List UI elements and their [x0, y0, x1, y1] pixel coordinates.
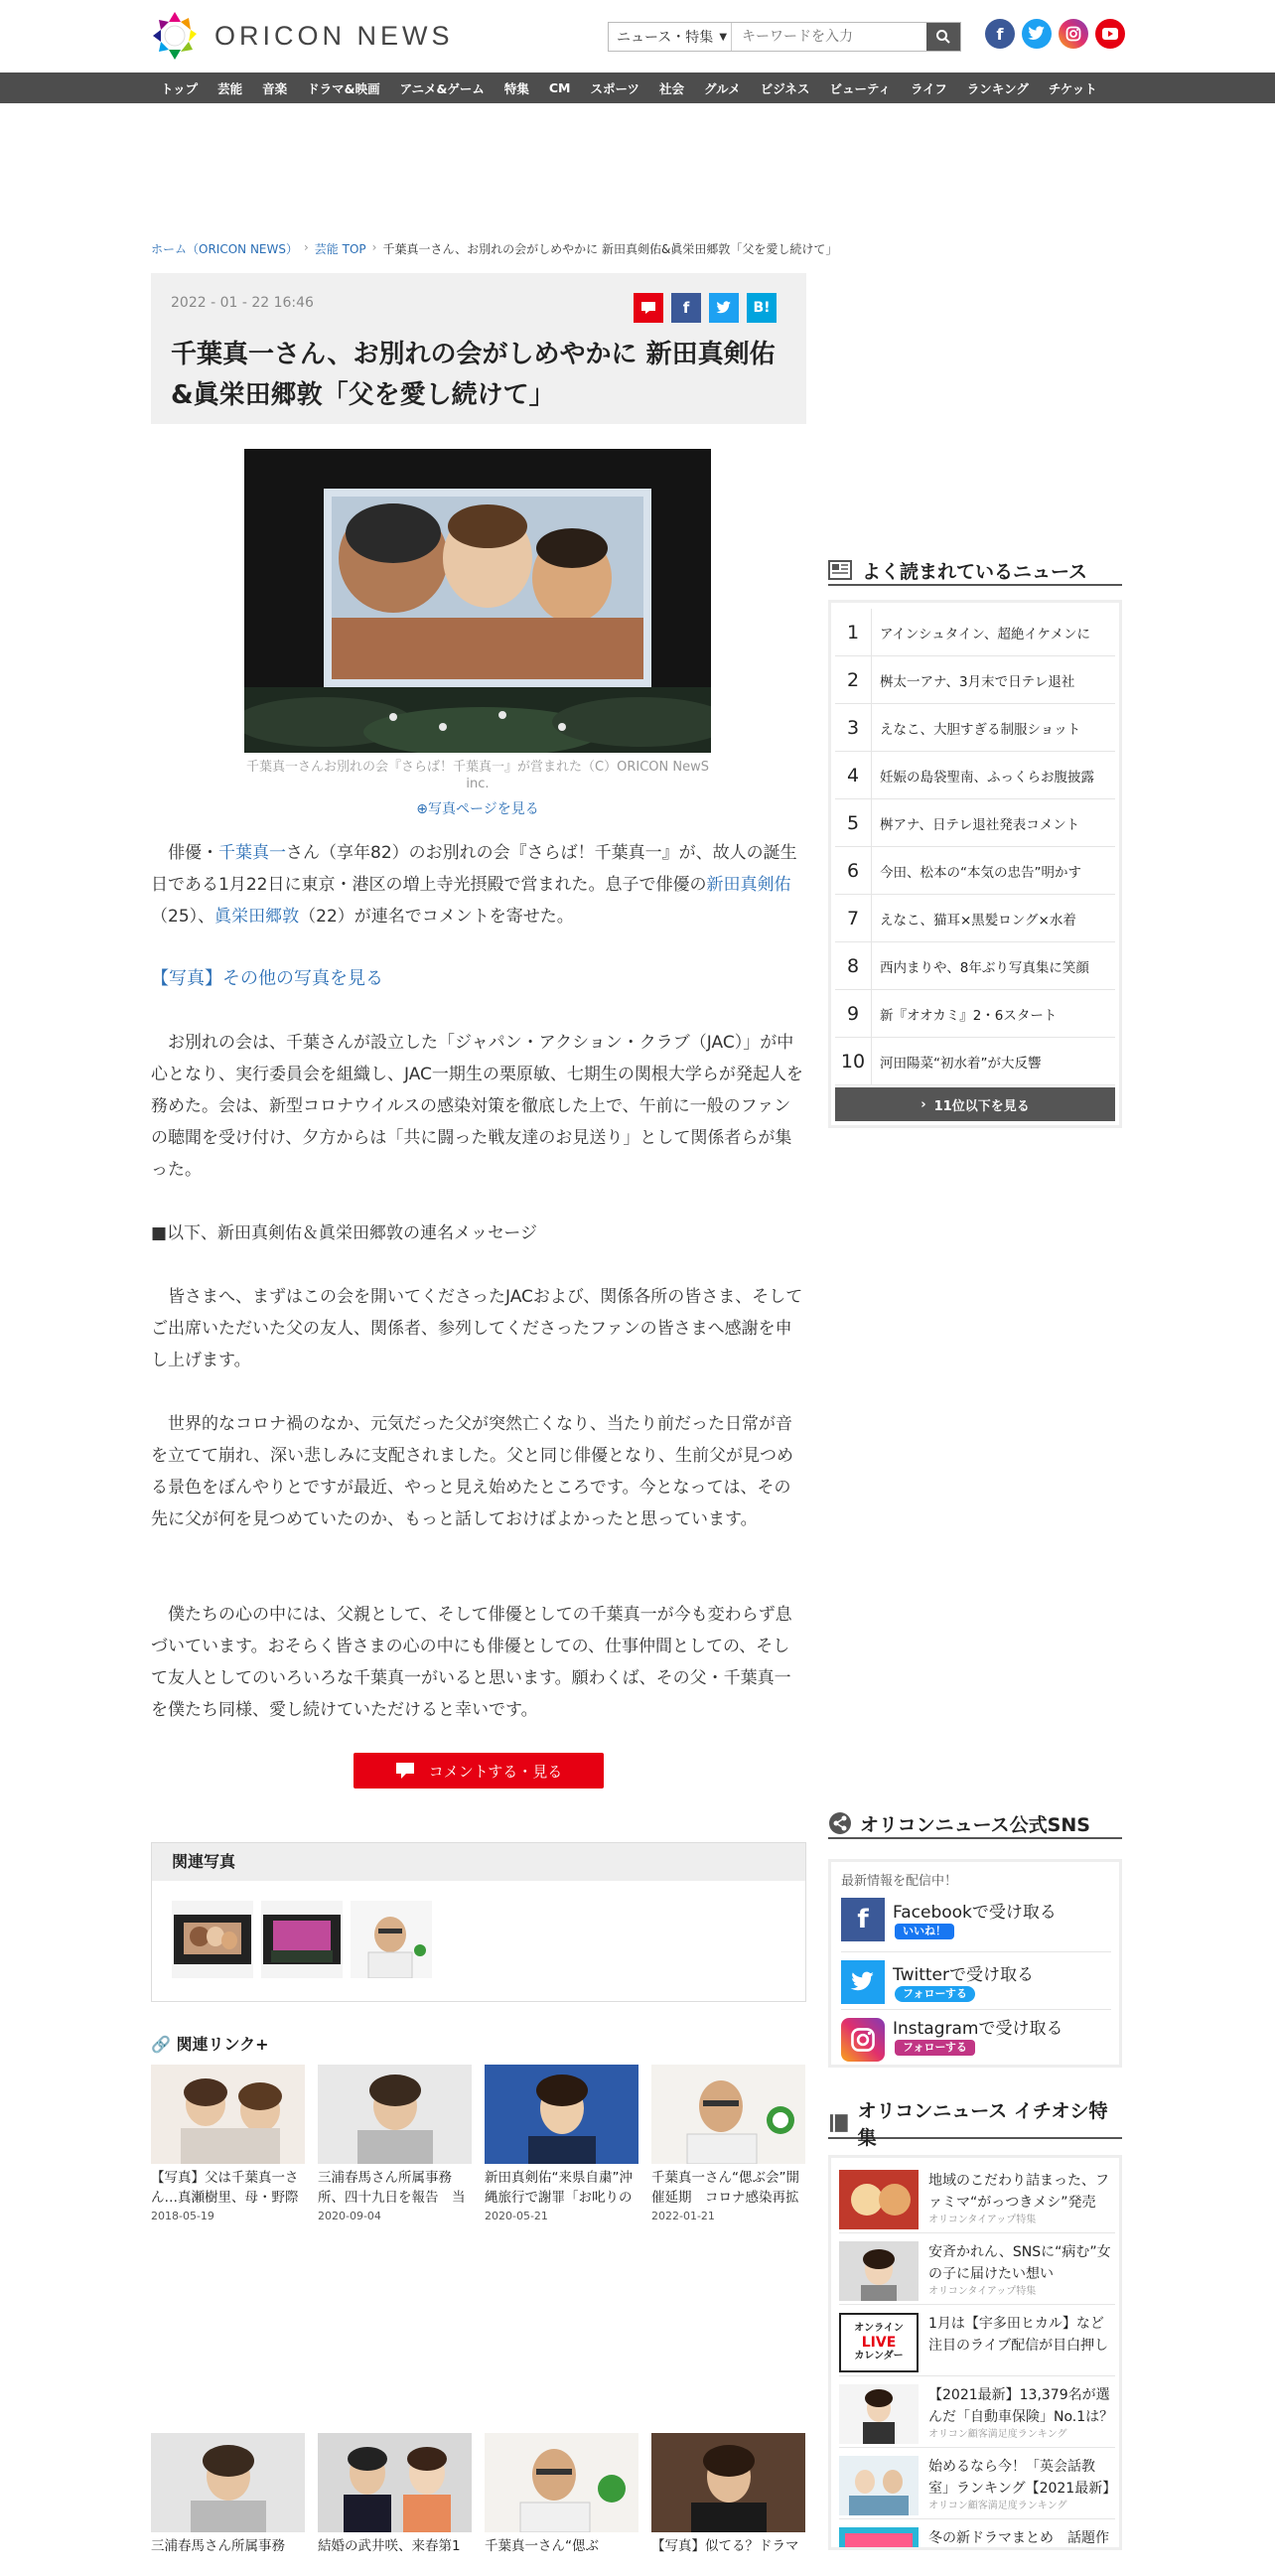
- related-link-card[interactable]: [318, 2065, 472, 2222]
- p1-text-c: （25）、: [151, 907, 215, 927]
- ranking-text: 桝アナ、日テレ退社発表コメント: [871, 799, 1115, 847]
- related-link-date: 2018-05-19: [151, 2210, 214, 2222]
- sns-lead-text: 最新情報を配信中！: [841, 1874, 958, 1889]
- ranking-text: えなこ、猫耳×黒髪ロング×水着: [871, 895, 1115, 942]
- article-title: 千葉真一さん、お別れの会がしめやかに 新田真剣佑&眞栄田郷敦「父を愛し続けて」: [171, 340, 776, 410]
- instagram-icon[interactable]: [1059, 19, 1088, 49]
- live-calendar-line2: LIVE: [861, 2335, 897, 2351]
- ranking-item[interactable]: [835, 942, 1115, 990]
- related-link-card[interactable]: [485, 2065, 638, 2222]
- search-input[interactable]: [732, 23, 926, 51]
- featured-item-title: 地域のこだわり詰まった、ファミマ“がっつきメシ”発売: [928, 2173, 1109, 2211]
- ranking-title: [828, 556, 1122, 586]
- related-link-thumb: [318, 2433, 472, 2532]
- site-header: [0, 0, 1275, 72]
- sns-facebook-row[interactable]: [841, 1890, 1111, 1947]
- related-link-thumb: [151, 2433, 305, 2532]
- related-link-card[interactable]: [485, 2433, 638, 2576]
- global-nav: [0, 72, 1275, 103]
- article-main-photo[interactable]: [244, 449, 711, 753]
- ranking-number: 3: [846, 716, 860, 739]
- related-links-title-text: 関連リンク+: [176, 2035, 269, 2054]
- related-link-date: 2022-01-21: [651, 2210, 715, 2222]
- link-icon: 🔗: [151, 2035, 171, 2054]
- featured-item-title: 安斉かれん、SNSに“病む”女の子に届けたい想い: [928, 2244, 1111, 2282]
- ranking-number: 6: [846, 859, 860, 882]
- sns-instagram-row[interactable]: [841, 2009, 1111, 2067]
- nav-item-society[interactable]: 社会: [659, 80, 685, 96]
- nav-item-beauty[interactable]: ビューティ: [829, 80, 891, 96]
- article-header: [151, 273, 806, 424]
- ranking-item[interactable]: [835, 799, 1115, 847]
- live-calendar-thumb: [839, 2313, 919, 2372]
- nav-item-cm[interactable]: CM: [548, 80, 571, 95]
- ranking-item[interactable]: [835, 752, 1115, 799]
- facebook-share-icon[interactable]: f: [671, 293, 701, 323]
- related-link-thumb: [651, 2433, 805, 2532]
- featured-item[interactable]: [839, 2162, 1115, 2233]
- zoom-icon: ⊕: [416, 801, 428, 817]
- facebook-icon: f: [841, 1898, 885, 1941]
- article-paragraph-5: 世界的なコロナ禍のなか、元気だった父が突然亡くなり、当たり前だった日常が音を立てて崩れ、深い悲しみに支配されました。父と同じ俳優となり、生前父が見つめる景色をぼんやりとですが最近、やっと見え始めたところです。今となっては、その先に父が何を見つめていたのか、もっと話しておけばよかったと思っています。: [151, 1414, 794, 1529]
- ranking-number: 9: [846, 1002, 860, 1025]
- article-paragraph-2: お別れの会は、千葉さんが設立した「ジャパン・アクション・クラブ（JAC）」が中心となり、実行委員会を組織し、JAC一期生の栗原敏、七期生の関根大学らが発起人を務めた。会は、新型コロナウイルスの感染対策を徹底した上で、午前に一般のファンの聴聞を受け付け、夕方からは「共に闘った戦友達のお見送り」として関係者らが集った。: [151, 1033, 803, 1180]
- related-link-title: 千葉真一さん“偲ぶ会”開催延期 コロナ感染再拡: [651, 2170, 799, 2206]
- nav-item-life[interactable]: ライフ: [910, 80, 947, 96]
- related-link-thumb: [651, 2065, 805, 2164]
- related-link-card[interactable]: [151, 2065, 305, 2222]
- ranking-text: 河田陽菜“初水着”が大反響: [871, 1038, 1115, 1085]
- nav-item-ranking[interactable]: ランキング: [966, 80, 1029, 96]
- related-photos-title: 関連写真: [152, 1843, 805, 1881]
- featured-item-sub: オリコン顧客満足度ランキング: [928, 2429, 1067, 2440]
- comment-button[interactable]: [354, 1753, 604, 1789]
- related-link-thumb: [318, 2065, 472, 2164]
- related-link-card[interactable]: [151, 2433, 305, 2576]
- featured-title: [828, 2100, 1122, 2149]
- photo-caption: 千葉真一さんお別れの会『さらば！千葉真一』が営まれた（C）ORICON NewS inc.: [246, 760, 709, 791]
- related-link-title: 【写真】似てる？ドラマ: [651, 2538, 799, 2554]
- chevron-right-icon: ›: [921, 1096, 926, 1112]
- ranking-text: 妊娠の島袋聖南、ふっくらお腹披露: [871, 752, 1115, 799]
- p1-text-d: （22）が連名でコメントを寄せた。: [299, 907, 574, 927]
- ranking-title-text: よく読まれているニュース: [862, 560, 1088, 583]
- featured-title-text: オリコンニュース イチオシ特集: [857, 2100, 1108, 2149]
- nav-item-drama-movie[interactable]: ドラマ&映画: [307, 80, 380, 96]
- ranking-number: 8: [846, 954, 860, 977]
- related-photos: [151, 1842, 806, 2002]
- breadcrumb: [151, 240, 837, 257]
- sns-row-label: Facebookで受け取る: [893, 1903, 1057, 1923]
- related-link-date: 2020-05-21: [485, 2210, 548, 2222]
- ranking-number: 1: [846, 621, 860, 644]
- twitter-share-icon[interactable]: [709, 293, 739, 323]
- chevron-right-icon: ›: [303, 240, 309, 254]
- related-link-thumb: [485, 2433, 638, 2532]
- article-paragraph-1: [151, 837, 806, 932]
- live-calendar-line1: オンライン: [854, 2323, 904, 2334]
- sns-twitter-row[interactable]: [841, 1951, 1111, 2009]
- dropdown-arrow-icon: ▼: [719, 31, 728, 43]
- ranking-number: 5: [846, 811, 860, 834]
- ranking-text: えなこ、大胆すぎる制服ショット: [871, 704, 1115, 752]
- article-paragraph-6: 僕たちの心の中には、父親として、そして俳優としての千葉真一が今も変わらず息づいています。おそらく皆さまの心の中にも俳優としての、仕事仲間としての、そして友人としてのいろいろな千葉真一がいると思います。願わくば、その父・千葉真一を僕たち同様、愛し続けていただけると幸いです。: [151, 1605, 792, 1720]
- search-category-select[interactable]: [609, 23, 732, 51]
- featured-thumb: [839, 2384, 919, 2444]
- ranking-text: 西内まりや、8年ぶり写真集に笑顔: [871, 942, 1115, 990]
- person-link-arata[interactable]: 新田真剣佑: [706, 875, 791, 895]
- book-icon: [828, 2112, 850, 2134]
- official-sns-title: [828, 1809, 1122, 1839]
- related-photo-thumb[interactable]: [261, 1901, 343, 1978]
- ranking-text: 桝太一アナ、3月末で日テレ退社: [871, 656, 1115, 704]
- hatena-share-icon[interactable]: B!: [747, 293, 777, 323]
- nav-item-entertainment[interactable]: 芸能: [217, 80, 243, 96]
- live-calendar-line3: カレンダー: [854, 2351, 904, 2361]
- ranking-text: 新『オオカミ』2・6スタート: [871, 990, 1115, 1038]
- featured-item-title: 始めるなら今！「英会話教室」ランキング【2021最新】: [928, 2459, 1117, 2497]
- search-button[interactable]: [926, 23, 960, 51]
- sns-row-label: Twitterで受け取る: [893, 1965, 1034, 1985]
- person-link-chiba[interactable]: 千葉真一: [218, 843, 286, 863]
- logo-text: ORICON NEWS: [214, 20, 454, 51]
- nav-item-top[interactable]: トップ: [161, 80, 199, 96]
- chevron-right-icon: ›: [371, 240, 377, 254]
- ranking-list: [828, 600, 1122, 1128]
- nav-item-gourmet[interactable]: グルメ: [704, 80, 741, 96]
- youtube-icon[interactable]: [1095, 19, 1125, 49]
- related-photo-thumb[interactable]: [172, 1901, 253, 1978]
- ranking-item[interactable]: [835, 847, 1115, 895]
- ranking-item[interactable]: [835, 1038, 1115, 1085]
- featured-item-sub: オリコンタイアップ特集: [928, 2286, 1037, 2297]
- instagram-icon: [841, 2018, 885, 2062]
- featured-thumb: [839, 2527, 919, 2550]
- person-link-maeda[interactable]: 眞栄田郷敦: [214, 907, 300, 927]
- featured-item-sub: オリコン顧客満足度ランキング: [928, 2501, 1067, 2511]
- related-link-title: 三浦春馬さん所属事務所、四十九日を報告 当: [318, 2170, 466, 2206]
- featured-thumb: [839, 2241, 919, 2301]
- featured-item[interactable]: [839, 2376, 1115, 2448]
- related-link-card[interactable]: [651, 2433, 805, 2576]
- official-sns-title-text: オリコンニュース公式SNS: [860, 1813, 1090, 1836]
- p1-text-a: 俳優・: [168, 843, 218, 863]
- related-link-title: 三浦春馬さん所属事務: [151, 2538, 285, 2554]
- breadcrumb-current: 千葉真一さん、お別れの会がしめやかに 新田真剣佑&眞栄田郷敦「父を愛し続けて」: [382, 242, 838, 256]
- comment-icon: [395, 1762, 415, 1780]
- article-date: 2022 - 01 - 22 16:46: [171, 295, 314, 311]
- related-link-title: 【写真】父は千葉真一さん…真瀬樹里、母・野際: [151, 2170, 299, 2206]
- comment-button-label: コメントする・見る: [428, 1762, 563, 1781]
- featured-item[interactable]: [839, 2448, 1115, 2519]
- breadcrumb-category[interactable]: 芸能 TOP: [314, 242, 366, 256]
- featured-list: [828, 2155, 1122, 2550]
- instagram-follow-button[interactable]: フォローする: [895, 2040, 975, 2056]
- related-link-thumb: [485, 2065, 638, 2164]
- nav-item-special[interactable]: 特集: [503, 80, 529, 96]
- ranking-number: 10: [840, 1050, 866, 1073]
- twitter-follow-button[interactable]: フォローする: [895, 1986, 975, 2002]
- nav-item-music[interactable]: 音楽: [262, 80, 288, 96]
- ranking-item[interactable]: [835, 656, 1115, 704]
- p1-text-b: さん（享年82）のお別れの会『さらば！千葉真一』が、故人の誕生日である1月22日に東京・港区の増上寺光摂殿で営まれた。息子で俳優の: [151, 843, 797, 895]
- featured-thumb: [839, 2456, 919, 2515]
- related-photo-thumb[interactable]: [351, 1901, 432, 1978]
- ranking-number: 7: [846, 907, 860, 930]
- featured-thumb: [839, 2170, 919, 2229]
- search-bar: [608, 22, 961, 52]
- featured-item-title: 1月は【宇多田ヒカル】など注目のライブ配信が目白押し: [928, 2316, 1109, 2354]
- official-sns-box: [828, 1859, 1122, 2068]
- photo-page-link-label: 写真ページを見る: [428, 801, 539, 817]
- oricon-logo[interactable]: [149, 10, 454, 62]
- nav-item-anime-game[interactable]: アニメ&ゲーム: [399, 80, 485, 96]
- featured-item[interactable]: [839, 2305, 1115, 2376]
- ranking-item[interactable]: [835, 990, 1115, 1038]
- article-paragraph-3: ■以下、新田真剣佑＆眞栄田郷敦の連名メッセージ: [151, 1223, 538, 1243]
- ranking-number: 2: [846, 668, 860, 691]
- related-link-thumb: [151, 2065, 305, 2164]
- featured-item-sub: オリコンタイアップ特集: [928, 2215, 1037, 2225]
- ranking-item[interactable]: [835, 609, 1115, 656]
- featured-item-title: 冬の新ドラマまとめ 話題作: [928, 2530, 1109, 2546]
- related-link-title: 新田真剣佑“来県自粛”沖縄旅行で謝罪「お叱りの: [485, 2170, 633, 2206]
- related-link-card[interactable]: [318, 2433, 472, 2576]
- nav-item-sports[interactable]: スポーツ: [590, 80, 640, 96]
- search-category-label: ニュース・特集: [617, 30, 714, 46]
- ranking-more-button[interactable]: [835, 1087, 1115, 1121]
- ranking-more-label: 11位以下を見る: [933, 1098, 1030, 1114]
- nav-item-business[interactable]: ビジネス: [760, 80, 810, 96]
- featured-item[interactable]: [839, 2519, 1115, 2550]
- related-link-title: 結婚の武井咲、来春第1: [318, 2538, 461, 2554]
- ranking-item[interactable]: [835, 895, 1115, 942]
- more-photos-link[interactable]: 【写真】その他の写真を見る: [151, 968, 383, 989]
- newspaper-icon: [828, 560, 852, 580]
- search-icon: [935, 29, 951, 45]
- farewell-ceremony-image: [244, 449, 711, 753]
- breadcrumb-home[interactable]: ホーム（ORICON NEWS）: [151, 242, 298, 256]
- nav-item-ticket[interactable]: チケット: [1048, 80, 1097, 96]
- oricon-logo-icon: [149, 10, 201, 62]
- comment-share-icon[interactable]: [634, 293, 663, 323]
- facebook-like-button[interactable]: いいね！: [895, 1924, 954, 1939]
- facebook-icon[interactable]: f: [985, 19, 1015, 49]
- related-link-title: 千葉真一さん“偲ぶ: [485, 2538, 599, 2554]
- photo-page-link[interactable]: [0, 798, 955, 818]
- article-paragraph-4: 皆さまへ、まずはこの会を開いてくださったJACおよび、関係各所の皆さま、そしてご出席いただいた父の友人、関係者、参列してくださったファンの皆さまへ感謝を申し上げます。: [151, 1287, 803, 1370]
- twitter-icon[interactable]: [1022, 19, 1052, 49]
- ranking-text: 今田、松本の“本気の忠告”明かす: [871, 847, 1115, 895]
- ranking-number: 4: [846, 764, 860, 787]
- sns-row-label: Instagramで受け取る: [893, 2019, 1063, 2039]
- twitter-icon: [841, 1960, 885, 2004]
- related-links-title: [151, 2032, 269, 2055]
- related-link-date: 2020-09-04: [318, 2210, 381, 2222]
- related-link-card[interactable]: [651, 2065, 805, 2222]
- ranking-item[interactable]: [835, 704, 1115, 752]
- share-icon: [828, 1811, 852, 1835]
- featured-item[interactable]: [839, 2233, 1115, 2305]
- featured-item-title: 【2021最新】13,379名が選んだ「自動車保険」No.1は？: [928, 2387, 1114, 2425]
- ranking-text: アインシュタイン、超絶イケメンに: [871, 609, 1115, 656]
